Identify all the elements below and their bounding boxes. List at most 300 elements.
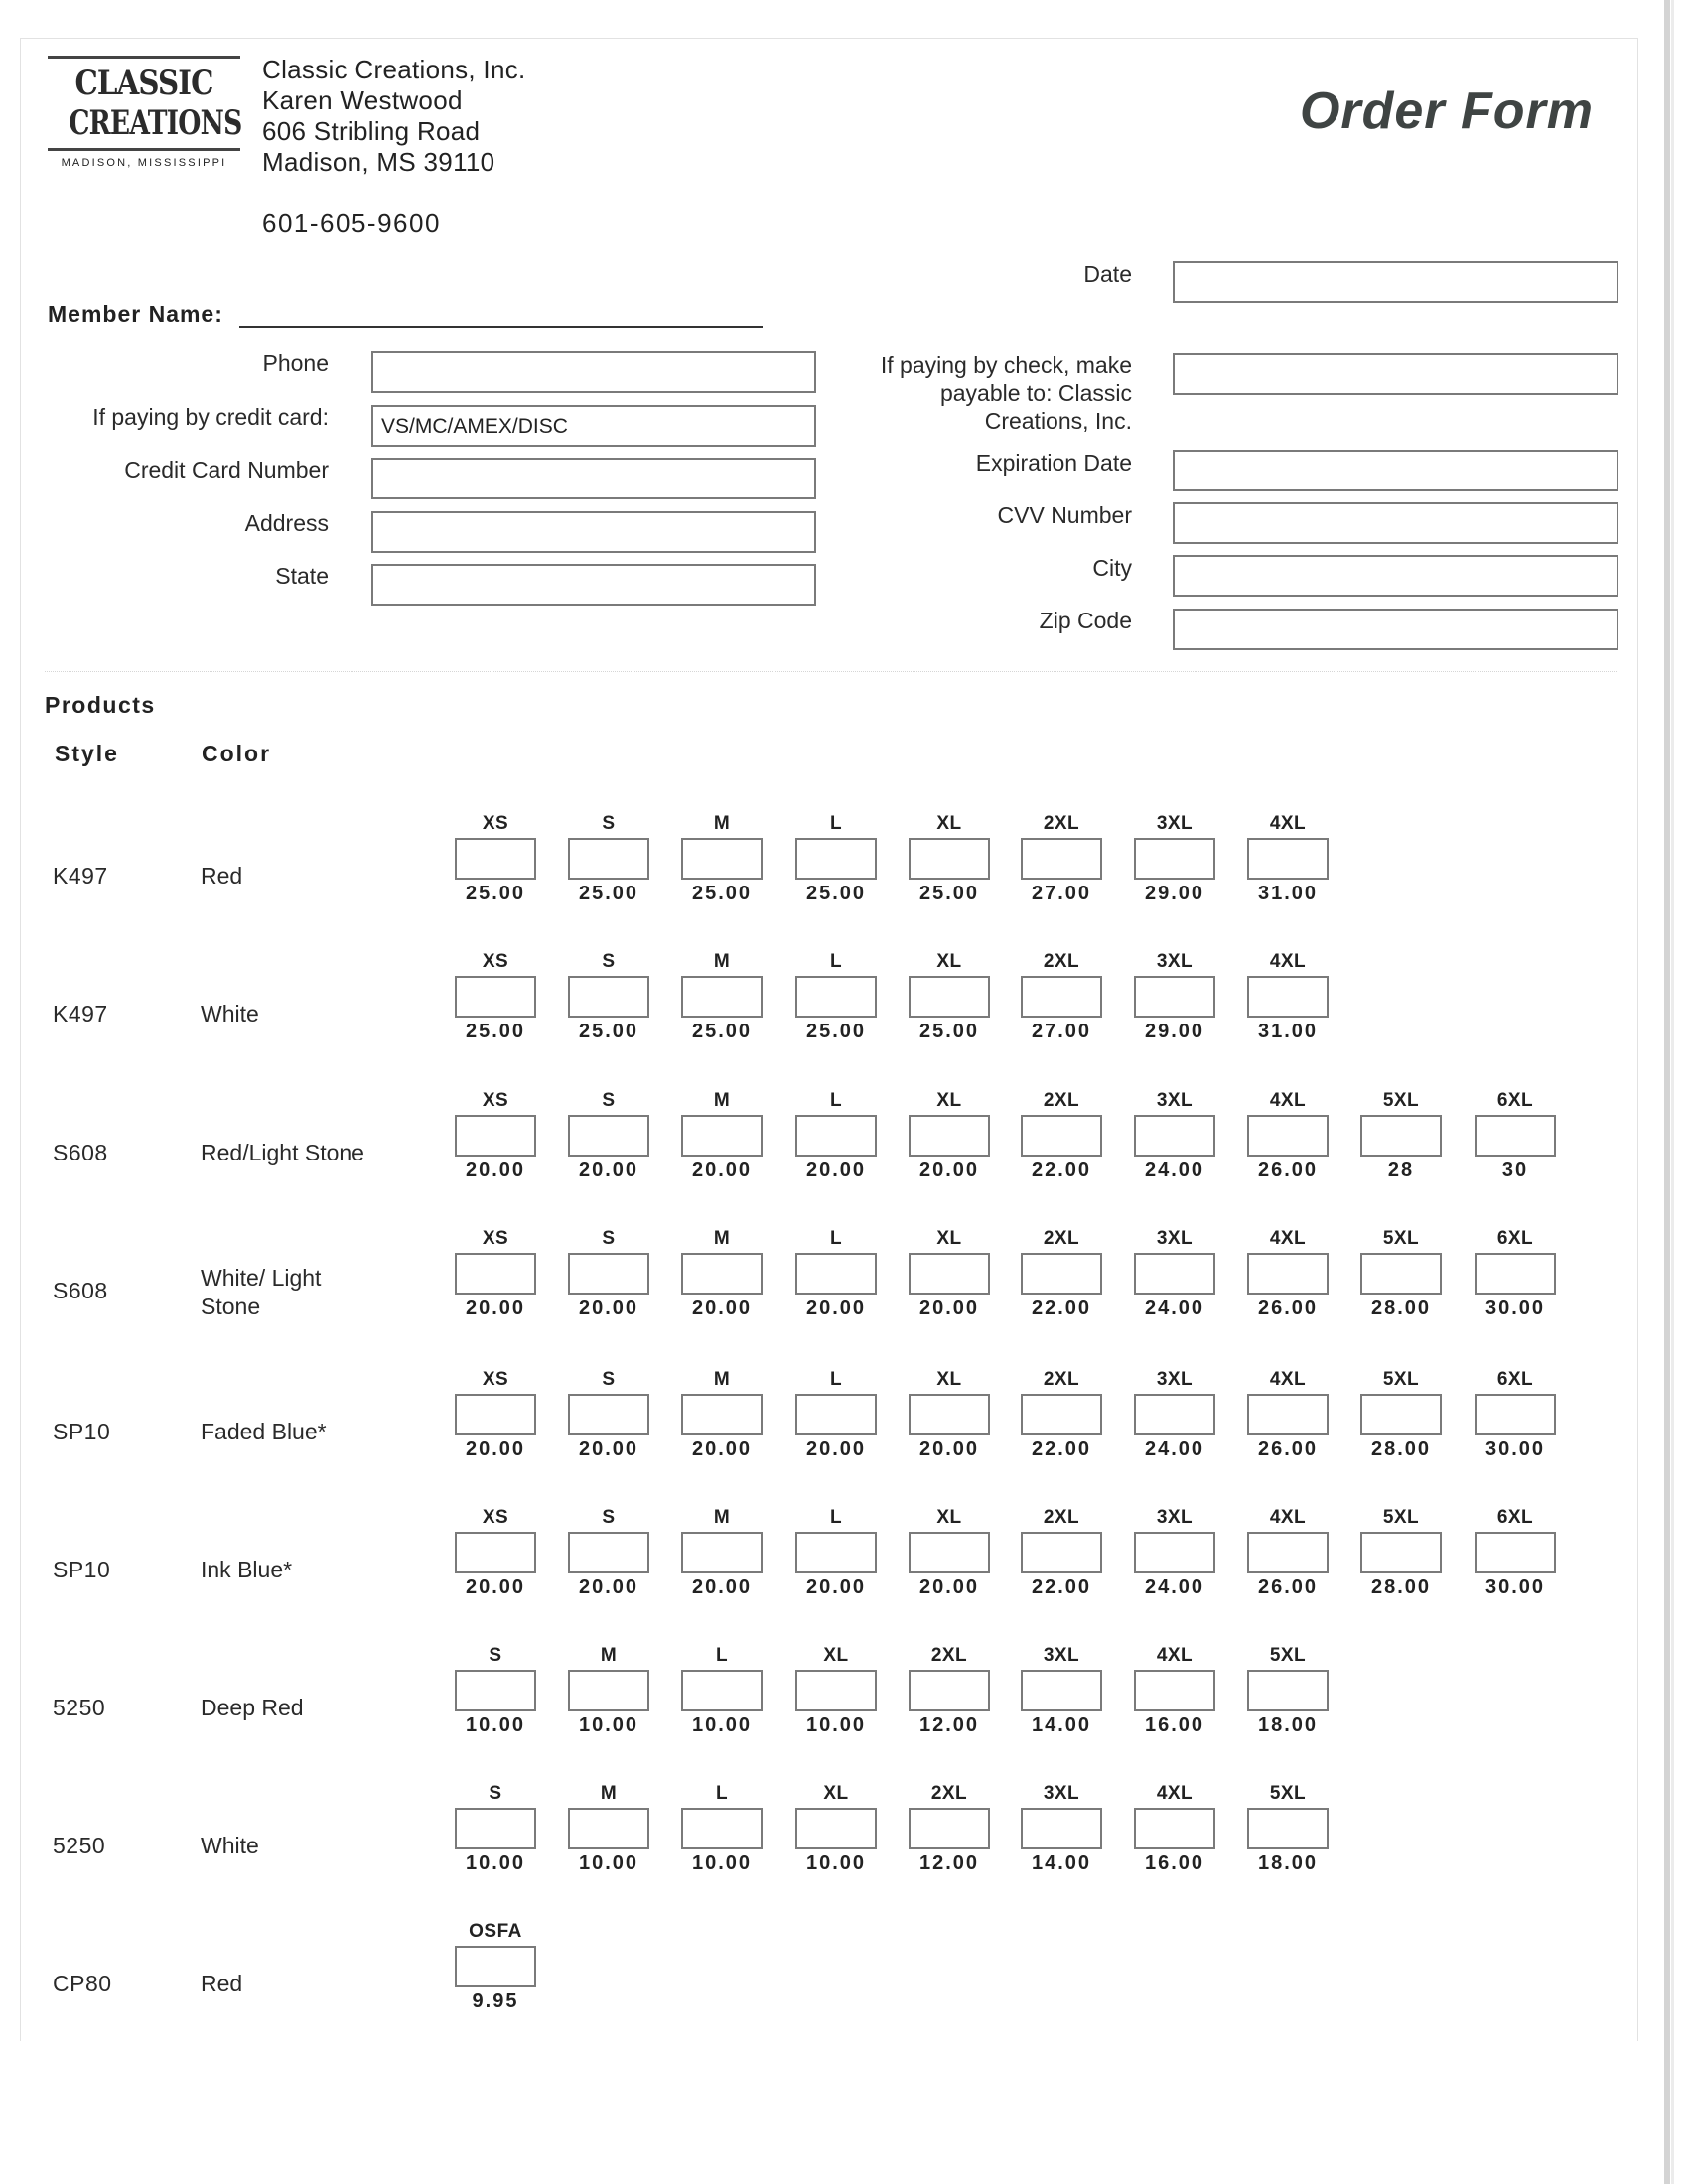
size-label: OSFA [469,1921,522,1942]
size-label: S [602,1090,616,1111]
size-label: XS [482,951,509,972]
size-price: 26.00 [1257,1576,1319,1598]
size-label: XL [823,1783,849,1804]
size-cell [454,812,537,905]
size-cell [794,812,878,905]
product-style: S608 [53,1278,108,1303]
quantity-input[interactable] [1021,838,1102,880]
quantity-input[interactable] [1021,1532,1102,1573]
size-label: 5XL [1382,1090,1420,1111]
size-cell [567,1782,650,1875]
quantity-input[interactable] [1021,976,1102,1018]
size-cell [1133,1782,1216,1875]
size-price: 28.00 [1370,1438,1432,1460]
size-price: 20.00 [805,1160,867,1181]
company-street: 606 Stribling Road [262,116,481,146]
cvv-number-label: CVV Number [997,502,1132,528]
product-color-line: Stone [201,1294,261,1319]
size-cell [908,812,991,905]
size-cell [454,1506,537,1599]
size-label: 4XL [1269,951,1307,972]
quantity-input[interactable] [455,1670,536,1711]
size-cell [1474,1227,1557,1320]
size-label: 3XL [1156,951,1194,972]
quantity-input[interactable] [455,1532,536,1573]
size-cell [908,950,991,1043]
quantity-input[interactable] [455,1253,536,1295]
credit-card-number-label: Credit Card Number [124,457,329,482]
quantity-input[interactable] [1134,1253,1215,1295]
size-price: 22.00 [1031,1297,1092,1319]
credit-card-number-field[interactable] [371,458,816,499]
size-label: 5XL [1382,1369,1420,1390]
size-cell [1133,1368,1216,1461]
logo-top-rule [48,56,240,59]
size-price: 20.00 [691,1160,753,1181]
check-payable-label-line-2: payable to: Classic [939,380,1132,406]
quantity-input[interactable] [1247,1115,1329,1157]
quantity-input[interactable] [1360,1394,1442,1435]
quantity-input[interactable] [1134,1115,1215,1157]
size-cell [1246,1089,1330,1182]
size-label: 5XL [1269,1645,1307,1666]
cvv-number-field[interactable] [1173,502,1618,544]
product-style: 5250 [53,1695,106,1720]
size-label: 3XL [1156,1090,1194,1111]
quantity-input[interactable] [795,1808,877,1849]
product-color: White [201,1833,259,1858]
size-price: 20.00 [805,1438,867,1460]
quantity-input[interactable] [1134,838,1215,880]
product-color [201,1264,321,1321]
quantity-input[interactable] [568,1532,649,1573]
product-row [0,1782,1688,1911]
quantity-input[interactable] [1475,1394,1556,1435]
size-label: S [602,813,616,834]
size-cell [680,1644,764,1737]
size-price: 10.00 [805,1852,867,1874]
size-price: 20.00 [918,1160,980,1181]
logo-bottom-rule [48,148,240,151]
quantity-input[interactable] [455,1394,536,1435]
quantity-input[interactable] [1134,1394,1215,1435]
size-price: 25.00 [691,1021,753,1042]
quantity-input[interactable] [681,1532,763,1573]
quantity-input[interactable] [681,838,763,880]
quantity-input[interactable] [1247,1670,1329,1711]
quantity-input[interactable] [568,1670,649,1711]
size-price: 25.00 [465,1021,526,1042]
size-label: 5XL [1269,1783,1307,1804]
quantity-input[interactable] [1021,1808,1102,1849]
size-price: 20.00 [691,1297,753,1319]
size-price: 20.00 [691,1576,753,1598]
quantity-input[interactable] [1247,838,1329,880]
style-column-header: Style [55,741,119,766]
quantity-input[interactable] [455,1808,536,1849]
zip-code-label: Zip Code [1039,608,1132,633]
quantity-input[interactable] [568,838,649,880]
size-price: 9.95 [472,1990,519,2012]
size-cell [1474,1089,1557,1182]
state-label: State [275,563,329,589]
size-cell [794,1644,878,1737]
size-cell [454,950,537,1043]
size-label: 4XL [1269,1369,1307,1390]
size-label: 4XL [1269,1507,1307,1528]
size-price: 30.00 [1484,1297,1546,1319]
product-row [0,1920,1688,2049]
product-style: S608 [53,1140,108,1165]
company-address-block [262,55,526,178]
size-price: 31.00 [1257,883,1319,904]
quantity-input[interactable] [568,1394,649,1435]
size-cell [908,1368,991,1461]
size-cell [908,1506,991,1599]
size-cell [1359,1089,1443,1182]
quantity-input[interactable] [795,1532,877,1573]
size-cell [680,1227,764,1320]
quantity-input[interactable] [1134,1808,1215,1849]
quantity-input[interactable] [909,1115,990,1157]
quantity-input[interactable] [909,1394,990,1435]
quantity-input[interactable] [568,1808,649,1849]
size-label: 6XL [1496,1369,1534,1390]
size-price: 20.00 [578,1576,639,1598]
size-label: 5XL [1382,1507,1420,1528]
quantity-input[interactable] [1134,976,1215,1018]
logo-subtitle: MADISON, MISSISSIPPI [61,157,227,169]
size-price: 20.00 [691,1438,753,1460]
size-label: L [829,1507,843,1528]
company-city-state-zip: Madison, MS 39110 [262,147,495,177]
credit-card-type-field[interactable]: VS/MC/AMEX/DISC [371,405,816,447]
state-field[interactable] [371,564,816,606]
quantity-input[interactable] [909,1670,990,1711]
size-price: 24.00 [1144,1297,1205,1319]
color-column-header: Color [202,741,272,766]
credit-card-type-label: If paying by credit card: [92,404,329,430]
products-heading: Products [45,692,156,718]
company-contact: Karen Westwood [262,85,463,115]
size-cell [1246,1227,1330,1320]
size-price: 20.00 [465,1576,526,1598]
page-title: Order Form [1299,82,1594,140]
city-label: City [1092,555,1132,581]
address-field[interactable] [371,511,816,553]
quantity-input[interactable] [795,1394,877,1435]
size-label: M [600,1783,618,1804]
quantity-input[interactable] [909,1253,990,1295]
size-price: 25.00 [578,883,639,904]
product-row [0,1644,1688,1773]
logo-line-classic: CLASSIC [74,64,213,103]
date-field[interactable] [1173,261,1618,303]
size-cell [794,1368,878,1461]
quantity-input[interactable] [455,1946,536,1987]
quantity-input[interactable] [1247,976,1329,1018]
size-label: M [713,1090,731,1111]
size-cell [794,1089,878,1182]
size-price: 25.00 [918,1021,980,1042]
size-price: 18.00 [1257,1852,1319,1874]
size-cell [680,1506,764,1599]
size-price: 10.00 [691,1852,753,1874]
product-style: CP80 [53,1971,112,1996]
size-price: 20.00 [578,1438,639,1460]
size-price: 20.00 [465,1160,526,1181]
size-label: 2XL [1043,1228,1080,1249]
zip-code-field[interactable] [1173,609,1618,650]
quantity-input[interactable] [909,838,990,880]
product-color: White [201,1001,259,1026]
size-label: XL [936,1369,962,1390]
size-cell [1246,812,1330,905]
size-label: 3XL [1156,813,1194,834]
size-cell [1133,1089,1216,1182]
size-price: 10.00 [691,1714,753,1736]
size-cell [680,1089,764,1182]
size-label: 2XL [1043,813,1080,834]
size-label: M [713,1369,731,1390]
quantity-input[interactable] [455,976,536,1018]
size-price: 29.00 [1144,883,1205,904]
size-price: 14.00 [1031,1852,1092,1874]
size-cell [1133,950,1216,1043]
size-label: 6XL [1496,1507,1534,1528]
size-label: L [715,1783,729,1804]
size-label: L [829,1369,843,1390]
size-price: 10.00 [465,1714,526,1736]
phone-field[interactable] [371,351,816,393]
size-cell [1133,1227,1216,1320]
size-cell [454,1227,537,1320]
size-label: 4XL [1269,1090,1307,1111]
size-label: 3XL [1156,1228,1194,1249]
size-label: L [715,1645,729,1666]
size-cell [1020,1089,1103,1182]
quantity-input[interactable] [681,1394,763,1435]
size-cell [794,1506,878,1599]
size-label: XL [936,1228,962,1249]
quantity-input[interactable] [1475,1532,1556,1573]
size-price: 28 [1387,1160,1415,1181]
size-price: 26.00 [1257,1297,1319,1319]
quantity-input[interactable] [1360,1253,1442,1295]
size-cell [1020,1368,1103,1461]
quantity-input[interactable] [1475,1115,1556,1157]
size-cell [1020,1644,1103,1737]
quantity-input[interactable] [455,838,536,880]
size-label: XS [482,1228,509,1249]
size-price: 22.00 [1031,1438,1092,1460]
size-cell [567,1368,650,1461]
size-cell [567,1644,650,1737]
size-label: 3XL [1156,1507,1194,1528]
expiration-date-field[interactable] [1173,450,1618,491]
quantity-input[interactable] [1021,1670,1102,1711]
size-cell [1133,1644,1216,1737]
size-label: XL [936,951,962,972]
check-payable-field[interactable] [1173,353,1618,395]
product-color: Red [201,1971,243,1996]
section-divider [45,671,1618,672]
size-label: M [713,1228,731,1249]
size-label: 2XL [1043,1369,1080,1390]
size-label: 2XL [930,1783,968,1804]
company-name: Classic Creations, Inc. [262,55,526,84]
quantity-input[interactable] [568,1115,649,1157]
quantity-input[interactable] [681,1253,763,1295]
size-cell [1020,812,1103,905]
size-label: 4XL [1156,1783,1194,1804]
quantity-input[interactable] [1247,1808,1329,1849]
size-label: XL [936,1090,962,1111]
size-cell [1246,950,1330,1043]
size-label: S [489,1783,502,1804]
quantity-input[interactable] [1247,1532,1329,1573]
quantity-input[interactable] [795,1115,877,1157]
quantity-input[interactable] [681,976,763,1018]
size-label: M [600,1645,618,1666]
size-label: 2XL [1043,1507,1080,1528]
size-cell [908,1089,991,1182]
quantity-input[interactable] [909,1532,990,1573]
quantity-input[interactable] [1134,1532,1215,1573]
product-row [0,1368,1688,1497]
quantity-input[interactable] [1247,1394,1329,1435]
quantity-input[interactable] [1134,1670,1215,1711]
size-price: 26.00 [1257,1160,1319,1181]
quantity-input[interactable] [909,1808,990,1849]
quantity-input[interactable] [1360,1115,1442,1157]
quantity-input[interactable] [681,1115,763,1157]
size-cell [794,1782,878,1875]
quantity-input[interactable] [1360,1532,1442,1573]
quantity-input[interactable] [795,838,877,880]
size-label: XL [823,1645,849,1666]
size-label: 4XL [1269,813,1307,834]
phone-label: Phone [262,350,329,376]
product-color: Deep Red [201,1695,304,1720]
size-cell [908,1227,991,1320]
member-name-input-line[interactable] [239,326,763,328]
size-price: 28.00 [1370,1297,1432,1319]
product-row [0,950,1688,1079]
size-cell [567,1227,650,1320]
size-price: 25.00 [465,883,526,904]
size-label: XS [482,1369,509,1390]
quantity-input[interactable] [568,1253,649,1295]
size-cell [454,1920,537,2013]
size-cell [1133,812,1216,905]
product-style: K497 [53,1001,108,1026]
size-price: 25.00 [691,883,753,904]
quantity-input[interactable] [795,976,877,1018]
city-field[interactable] [1173,555,1618,597]
size-price: 25.00 [578,1021,639,1042]
size-price: 31.00 [1257,1021,1319,1042]
product-row [0,1506,1688,1635]
size-price: 20.00 [805,1576,867,1598]
check-payable-label-line-1: If paying by check, make [880,352,1132,378]
size-price: 24.00 [1144,1576,1205,1598]
size-label: 4XL [1269,1228,1307,1249]
size-price: 25.00 [805,1021,867,1042]
size-label: L [829,1090,843,1111]
product-style: SP10 [53,1419,111,1444]
size-price: 12.00 [918,1714,980,1736]
size-cell [1020,1782,1103,1875]
quantity-input[interactable] [795,1253,877,1295]
size-label: M [713,813,731,834]
size-label: XL [936,813,962,834]
size-price: 25.00 [805,883,867,904]
company-logo [48,56,240,177]
product-style: K497 [53,863,108,888]
size-price: 27.00 [1031,1021,1092,1042]
quantity-input[interactable] [681,1808,763,1849]
quantity-input[interactable] [1021,1253,1102,1295]
size-cell [1246,1506,1330,1599]
size-price: 26.00 [1257,1438,1319,1460]
size-cell [908,1782,991,1875]
size-price: 22.00 [1031,1160,1092,1181]
size-price: 20.00 [578,1297,639,1319]
quantity-input[interactable] [1021,1115,1102,1157]
quantity-input[interactable] [568,976,649,1018]
size-price: 16.00 [1144,1714,1205,1736]
size-cell [454,1368,537,1461]
logo-line-creations: CREATIONS [69,103,242,143]
product-row [0,1227,1688,1356]
check-payable-label [881,351,1132,435]
size-cell [1359,1506,1443,1599]
product-color-line: White/ Light [201,1265,322,1291]
size-price: 27.00 [1031,883,1092,904]
quantity-input[interactable] [795,1670,877,1711]
member-name-label: Member Name: [48,301,223,327]
product-color: Faded Blue* [201,1419,327,1444]
size-cell [1474,1506,1557,1599]
quantity-input[interactable] [909,976,990,1018]
quantity-input[interactable] [1247,1253,1329,1295]
quantity-input[interactable] [455,1115,536,1157]
quantity-input[interactable] [681,1670,763,1711]
size-cell [567,812,650,905]
size-label: L [829,951,843,972]
size-cell [1359,1368,1443,1461]
size-price: 14.00 [1031,1714,1092,1736]
product-style: SP10 [53,1557,111,1582]
size-cell [567,1089,650,1182]
size-label: M [713,1507,731,1528]
quantity-input[interactable] [1475,1253,1556,1295]
size-cell [794,1227,878,1320]
size-label: M [713,951,731,972]
size-label: 2XL [1043,951,1080,972]
quantity-input[interactable] [1021,1394,1102,1435]
size-cell [680,1368,764,1461]
size-label: XS [482,1507,509,1528]
size-price: 30.00 [1484,1438,1546,1460]
size-price: 20.00 [578,1160,639,1181]
product-style: 5250 [53,1833,106,1858]
size-cell [680,1782,764,1875]
size-price: 20.00 [918,1576,980,1598]
size-cell [1246,1368,1330,1461]
size-label: S [602,1369,616,1390]
